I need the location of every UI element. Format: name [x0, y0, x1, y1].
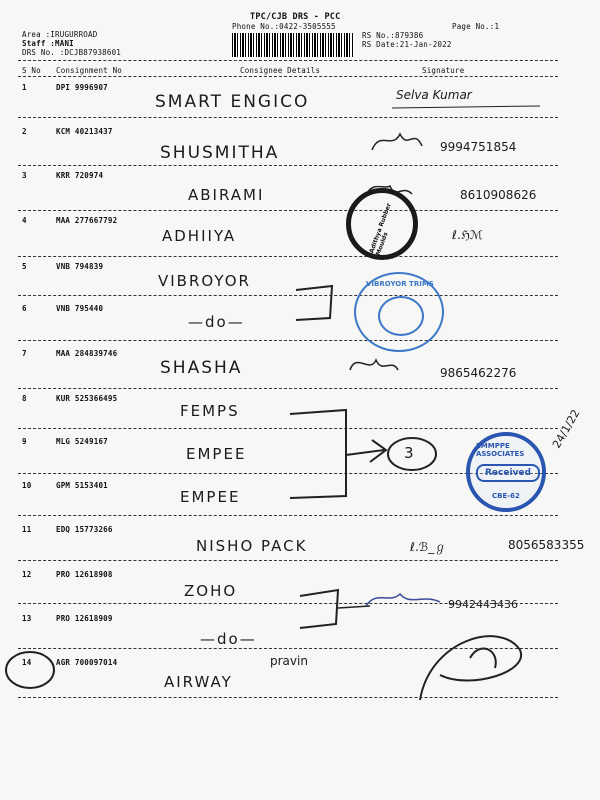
row-signature: 9865462276	[440, 366, 517, 380]
adithya-stamp	[346, 188, 418, 260]
vibroyor-stamp-text: VIBROYOR TRIMS	[366, 280, 434, 288]
row-consignee: SHASHA	[160, 358, 243, 378]
row-consignment-no: PRO 12618909	[56, 614, 113, 623]
row-consignee: EMPEE	[180, 488, 241, 506]
date-note: 24/1/22	[550, 407, 583, 451]
vibroyor-stamp-inner	[378, 296, 424, 336]
row-consignment-no: KRR 720974	[56, 171, 104, 180]
row-sno: 7	[22, 349, 27, 358]
row-consignee: NISHO PACK	[196, 537, 308, 555]
staff-label: Staff :MANI	[22, 39, 74, 48]
row-sno: 9	[22, 437, 27, 446]
rs-number: RS No.:879386	[362, 31, 424, 40]
group-count: 3	[404, 444, 416, 462]
row-consignee: AIRWAY	[164, 673, 233, 691]
report-title: TPC/CJB DRS - PCC	[250, 12, 341, 22]
row-sno: 4	[22, 216, 27, 225]
empee-stamp-received: Received	[476, 464, 540, 482]
row-consignment-no: MAA 284839746	[56, 349, 118, 358]
col-signature: Signature	[422, 66, 465, 75]
handwritten-note: pravin	[270, 654, 308, 668]
row-consignee: ADHIIYA	[162, 227, 237, 245]
empee-stamp-top: EMMPPE ASSOCIATES	[476, 442, 525, 458]
rs-date: RS Date:21-Jan-2022	[362, 40, 452, 49]
row-signature: 8056583355	[508, 538, 585, 552]
row-consignment-no: KUR 525366495	[56, 394, 118, 403]
row-sno: 12	[22, 570, 32, 579]
drs-number: DRS No. :DCJB87938601	[22, 48, 122, 57]
row-sno: 14	[22, 658, 32, 667]
empee-stamp-bottom: CBE-62	[492, 492, 520, 500]
signature-scribble: ℓ.ℬ_ℊ	[410, 540, 447, 554]
adithya-stamp-text: Adithya Rubber Moulds	[368, 202, 393, 257]
row-sno: 2	[22, 127, 27, 136]
row-signature: Selva Kumar	[396, 88, 472, 102]
row-signature: 8610908626	[460, 188, 537, 202]
row-consignee: —do—	[200, 630, 257, 648]
col-consignee: Consignee Details	[240, 66, 321, 75]
row-consignee: SMART ENGICO	[155, 92, 310, 112]
area-label: Area :IRUGURROAD	[22, 30, 98, 39]
row-consignment-no: KCM 40213437	[56, 127, 113, 136]
row-consignee: ZOHO	[184, 582, 238, 600]
row-consignment-no: MAA 277667792	[56, 216, 118, 225]
signature-scribble: ℓ.ℌℳ	[452, 228, 483, 242]
row-consignment-no: MLG 5249167	[56, 437, 108, 446]
row-consignment-no: EDQ 15773266	[56, 525, 113, 534]
row-consignee: ABIRAMI	[188, 186, 265, 204]
col-sno: S No	[22, 66, 41, 75]
row-sno: 5	[22, 262, 27, 271]
row-consignee: EMPEE	[186, 445, 247, 463]
row-consignment-no: DPI 9996907	[56, 83, 108, 92]
row-sno: 3	[22, 171, 27, 180]
row-consignee: VIBROYOR	[158, 272, 251, 290]
row-consignment-no: VNB 795440	[56, 304, 104, 313]
row-sno: 8	[22, 394, 27, 403]
row-consignee: FEMPS	[180, 402, 240, 420]
row-consignee: —do—	[188, 313, 245, 331]
empee-received-stamp	[466, 432, 546, 512]
row-consignment-no: AGR 700097014	[56, 658, 118, 667]
row-sno: 13	[22, 614, 32, 623]
row-consignment-no: VNB 794839	[56, 262, 104, 271]
row-signature: 9994751854	[440, 140, 517, 154]
row-consignment-no: GPM 5153401	[56, 481, 108, 490]
row-sno: 10	[22, 481, 32, 490]
phone-number: Phone No.:0422-3505555	[232, 22, 336, 31]
row14-circle	[6, 652, 54, 688]
page-number: Page No.:1	[452, 22, 500, 31]
row-consignee: SHUSMITHA	[160, 143, 280, 163]
col-consignment: Consignment No	[56, 66, 123, 75]
row-sno: 6	[22, 304, 27, 313]
row-sno: 11	[22, 525, 32, 534]
row-consignment-no: PRO 12618908	[56, 570, 113, 579]
vibroyor-stamp	[354, 272, 444, 352]
row-signature: 9942443436	[448, 598, 518, 611]
row-sno: 1	[22, 83, 27, 92]
